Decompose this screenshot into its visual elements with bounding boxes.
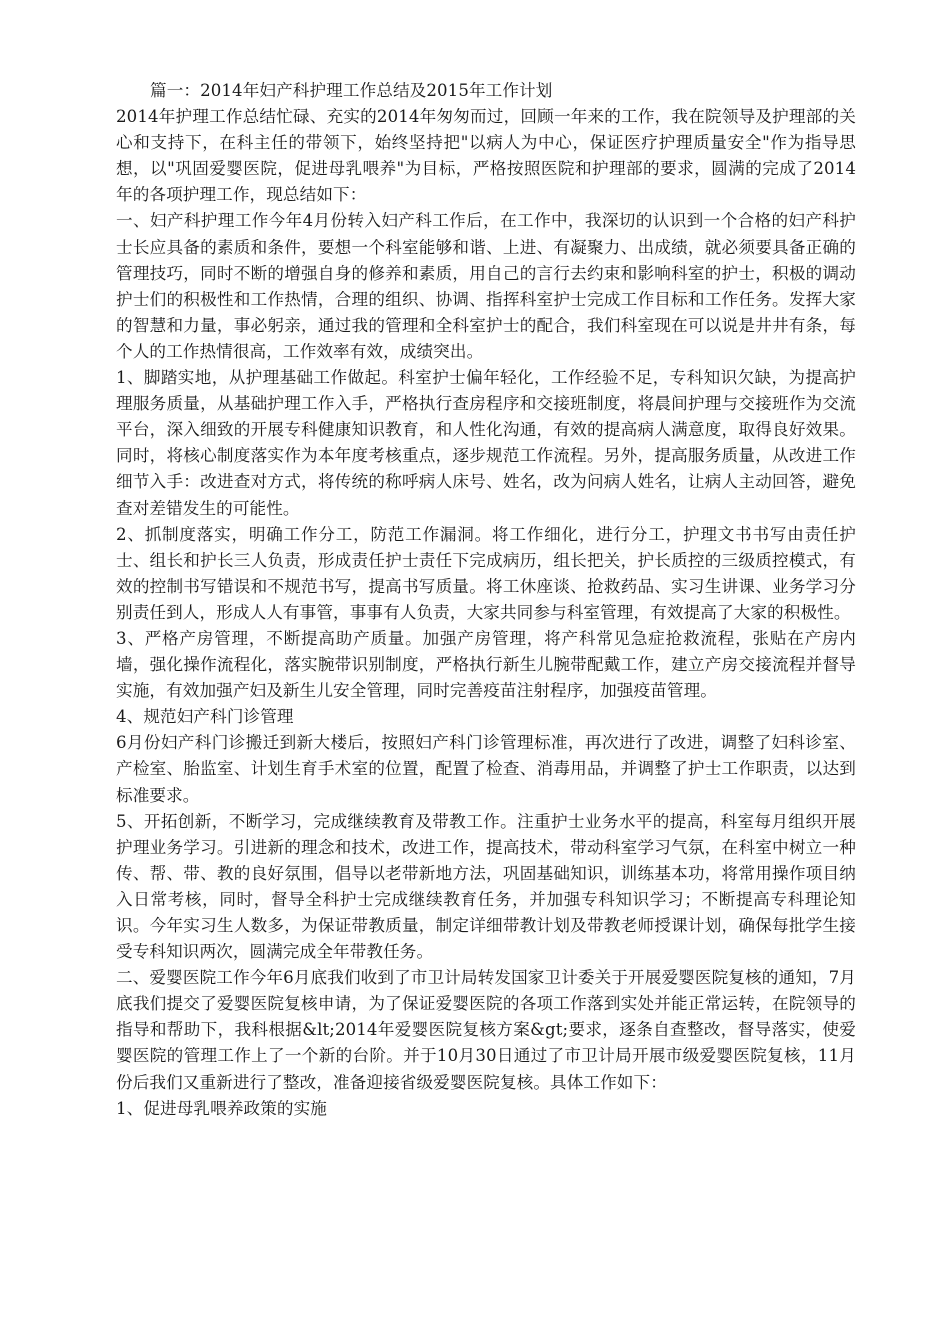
paragraph-section-2: 二、爱婴医院工作今年6月底我们收到了市卫计局转发国家卫计委关于开展爱婴医院复核的通知，7月底我们提交了爱婴医院复核申请，为了保证爱婴医院的各项工作落到实处并能正常运转，在院领导的指导和帮助下，我科根据&lt;2014年爱婴医院复核方案&gt;要求，逐条自查整改，督导落实，使爱婴医院的管理工作上了一个新的台阶。并于10月30日通过了市卫计局开展市级爱婴医院复核，11月份后我们又重新进行了整改，准备迎接省级爱婴医院复核。具体工作如下： [116,968,856,1092]
paragraph-item-2: 2、抓制度落实，明确工作分工，防范工作漏洞。将工作细化，进行分工，护理文书书写由责任护士、组长和护长三人负责，形成责任护士责任下完成病历，组长把关，护长质控的三级质控模式，有效的控制书写错误和不规范书写，提高书写质量。将工休座谈、抢救药品、实习生讲课、业务学习分别责任到人，形成人人有事管，事事有人负责，大家共同参与科室管理，有效提高了大家的积极性。 [116,524,856,622]
paragraph-section-1: 一、妇产科护理工作今年4月份转入妇产科工作后，在工作中，我深切的认识到一个合格的妇产科护士长应具备的素质和条件，要想一个科室能够和谐、上进、有凝聚力、出成绩，就必须要具备正确的管理技巧，同时不断的增强自身的修养和素质，用自己的言行去约束和影响科室的护士，积极的调动护士们的积极性和工作热情，合理的组织、协调、指挥科室护士完成工作目标和工作任务。发挥大家的智慧和力量，事必躬亲，通过我的管理和全科室护士的配合，我们科室现在可以说是井井有条，每个人的工作热情很高，工作效率有效，成绩突出。 [116,211,856,361]
paragraph-section-2-item-1: 1、促进母乳喂养政策的实施 [116,1098,327,1118]
paragraph-item-4-body: 6月份妇产科门诊搬迁到新大楼后，按照妇产科门诊管理标准，再次进行了改进，调整了妇科诊室、产检室、胎监室、计划生育手术室的位置，配置了检查、消毒用品，并调整了护士工作职责，以达到标准要求。 [116,733,856,805]
paragraph-item-3: 3、严格产房管理，不断提高助产质量。加强产房管理，将产科常见急症抢救流程，张贴在产房内墙，强化操作流程化，落实腕带识别制度，严格执行新生儿腕带配戴工作，建立产房交接流程并督导实施，有效加强产妇及新生儿安全管理，同时完善疫苗注射程序，加强疫苗管理。 [116,628,856,701]
paragraph-intro: 2014年护理工作总结忙碌、充实的2014年匆匆而过，回顾一年来的工作，我在院领导及护理部的关心和支持下，在科主任的带领下，始终坚持把"以病人为中心，保证医疗护理质量安全"作为指导思想，以"巩固爱婴医院，促进母乳喂养"为目标，严格按照医院和护理部的要求，圆满的完成了2014年的各项护理工作，现总结如下： [116,107,856,205]
paragraph-item-5: 5、开拓创新，不断学习，完成继续教育及带教工作。注重护士业务水平的提高，科室每月组织开展护理业务学习。引进新的理念和技术，改进工作，提高技术，带动科室学习气氛，在科室中树立一种传、帮、带、教的良好氛围，倡导以老带新地方法，巩固基础知识，训练基本功，将常用操作项目纳入日常考核，同时，督导全科护士完成继续教育任务，并加强专科知识学习；不断提高专科理论知识。今年实习生人数多，为保证带教质量，制定详细带教计划及带教老师授课计划，确保每批学生接受专科知识两次，圆满完成全年带教任务。 [116,811,856,962]
paragraph-item-1: 1、脚踏实地，从护理基础工作做起。科室护士偏年轻化，工作经验不足，专科知识欠缺，为提高护理服务质量，从基础护理工作入手，严格执行查房程序和交接班制度，将晨间护理与交接班作为交流平台，深入细致的开展专科健康知识教育，和人性化沟通，有效的提高病人满意度，取得良好效果。同时，将核心制度落实作为本年度考核重点，逐步规范工作流程。另外，提高服务质量，从改进工作细节入手：改进查对方式，将传统的称呼病人床号、姓名，改为问病人姓名，让病人主动回答，避免查对差错发生的可能性。 [116,368,856,518]
document-title: 篇一：2014年妇产科护理工作总结及2015年工作计划 [150,81,553,100]
document-page [116,78,856,1122]
paragraph-item-4-heading: 4、规范妇产科门诊管理 [116,707,294,727]
